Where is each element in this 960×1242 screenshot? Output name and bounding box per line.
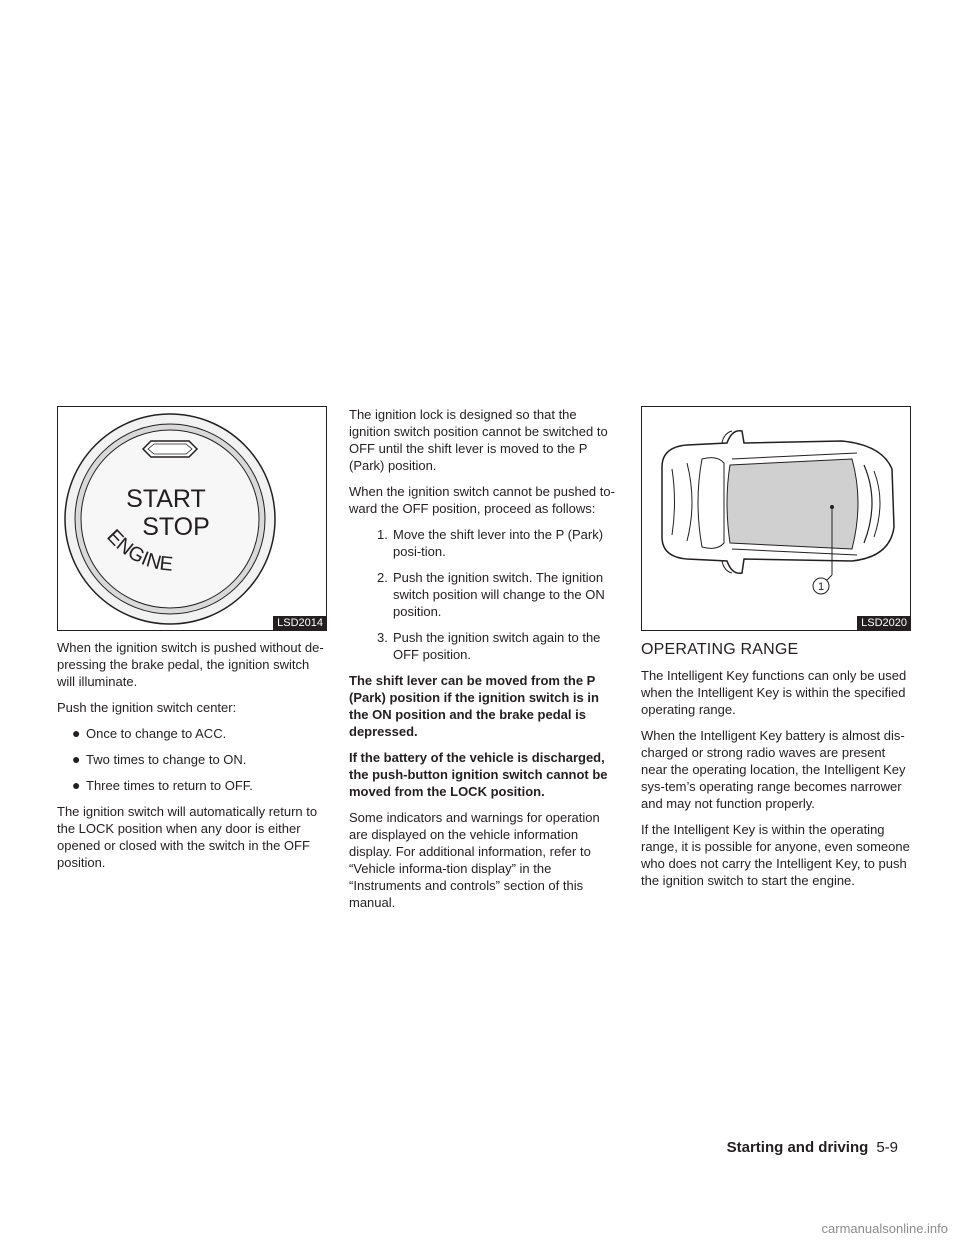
- step-text: Push the ignition switch. The ignition switch position will change to the ON position.: [393, 570, 605, 619]
- column-left: [57, 406, 327, 880]
- callout-number: 1: [817, 581, 825, 593]
- list-item-text: Two times to change to ON.: [86, 752, 247, 767]
- list-item: [72, 725, 327, 742]
- start-stop-button-illustration: [58, 407, 326, 630]
- list-item: [72, 751, 327, 768]
- steps-list: [349, 526, 619, 663]
- step-text: Move the shift lever into the P (Park) posi-tion.: [393, 527, 604, 559]
- paragraph: If the Intelligent Key is within the operating range, it is possible for anyone, even someone who does not carry the Intelligent Key, to push the ignition switch to start the engine.: [641, 822, 910, 888]
- bold-note: The shift lever can be moved from the P (Park) position if the ignition switch is in the ON position and the brake pedal is depressed.: [349, 673, 599, 739]
- figure-code: LSD2020: [857, 616, 910, 630]
- start-label: START: [126, 485, 206, 513]
- column-middle: [349, 406, 619, 920]
- figure-code: LSD2014: [273, 616, 326, 630]
- paragraph: When the Intelligent Key battery is almost dis-charged or strong radio waves are present near the operating location, the Intelligent Key sys-tem’s operating range becomes narrower and may not function properly.: [641, 728, 906, 811]
- step-number: 1.: [377, 527, 388, 542]
- footer-section-title: Starting and driving: [726, 1139, 869, 1156]
- list-item-text: Three times to return to OFF.: [86, 778, 253, 793]
- bold-note: If the battery of the vehicle is discharged, the push-button ignition switch cannot be moved from the LOCK position.: [349, 750, 608, 799]
- paragraph: When the ignition switch cannot be pushed to-ward the OFF position, proceed as follows:: [349, 484, 615, 516]
- step-number: 2.: [377, 570, 388, 585]
- list-item-text: Once to change to ACC.: [86, 726, 227, 741]
- list-item: [377, 526, 619, 560]
- list-item: [72, 777, 327, 794]
- paragraph: When the ignition switch is pushed without de-pressing the brake pedal, the ignition switch will illuminate.: [57, 640, 324, 689]
- step-text: Push the ignition switch again to the OFF position.: [393, 630, 601, 662]
- vehicle-top-view-illustration: [642, 407, 910, 630]
- paragraph: Push the ignition switch center:: [57, 700, 237, 715]
- watermark: carmanualsonline.info: [821, 1221, 948, 1236]
- list-item: [377, 569, 619, 620]
- list-item: [377, 629, 619, 663]
- bullet-list: [57, 725, 327, 794]
- paragraph: The Intelligent Key functions can only be used when the Intelligent Key is within the specified operating range.: [641, 668, 907, 717]
- stop-label: STOP: [142, 513, 210, 541]
- paragraph: The ignition switch will automatically return to the LOCK position when any door is either opened or closed with the switch in the OFF position.: [57, 804, 318, 870]
- bullet-icon: ●: [72, 751, 81, 767]
- page-footer: [727, 1139, 898, 1156]
- paragraph: The ignition lock is designed so that the ignition switch position cannot be switched to OFF until the shift lever is moved to the P (Park) position.: [349, 407, 608, 473]
- step-number: 3.: [377, 630, 388, 645]
- paragraph: Some indicators and warnings for operation are displayed on the vehicle information display. For additional information, refer to “Vehicle informa-tion display” in the “Instruments and controls” section of this manual.: [349, 810, 600, 910]
- bullet-icon: ●: [72, 777, 81, 793]
- figure-start-stop-button: [57, 406, 327, 631]
- column-right: [641, 406, 911, 898]
- bullet-icon: ●: [72, 725, 81, 741]
- page-number: 5-9: [876, 1139, 898, 1156]
- section-heading: OPERATING RANGE: [641, 641, 799, 658]
- engine-arc-text: ENGINE: [102, 525, 174, 576]
- figure-operating-range: [641, 406, 911, 631]
